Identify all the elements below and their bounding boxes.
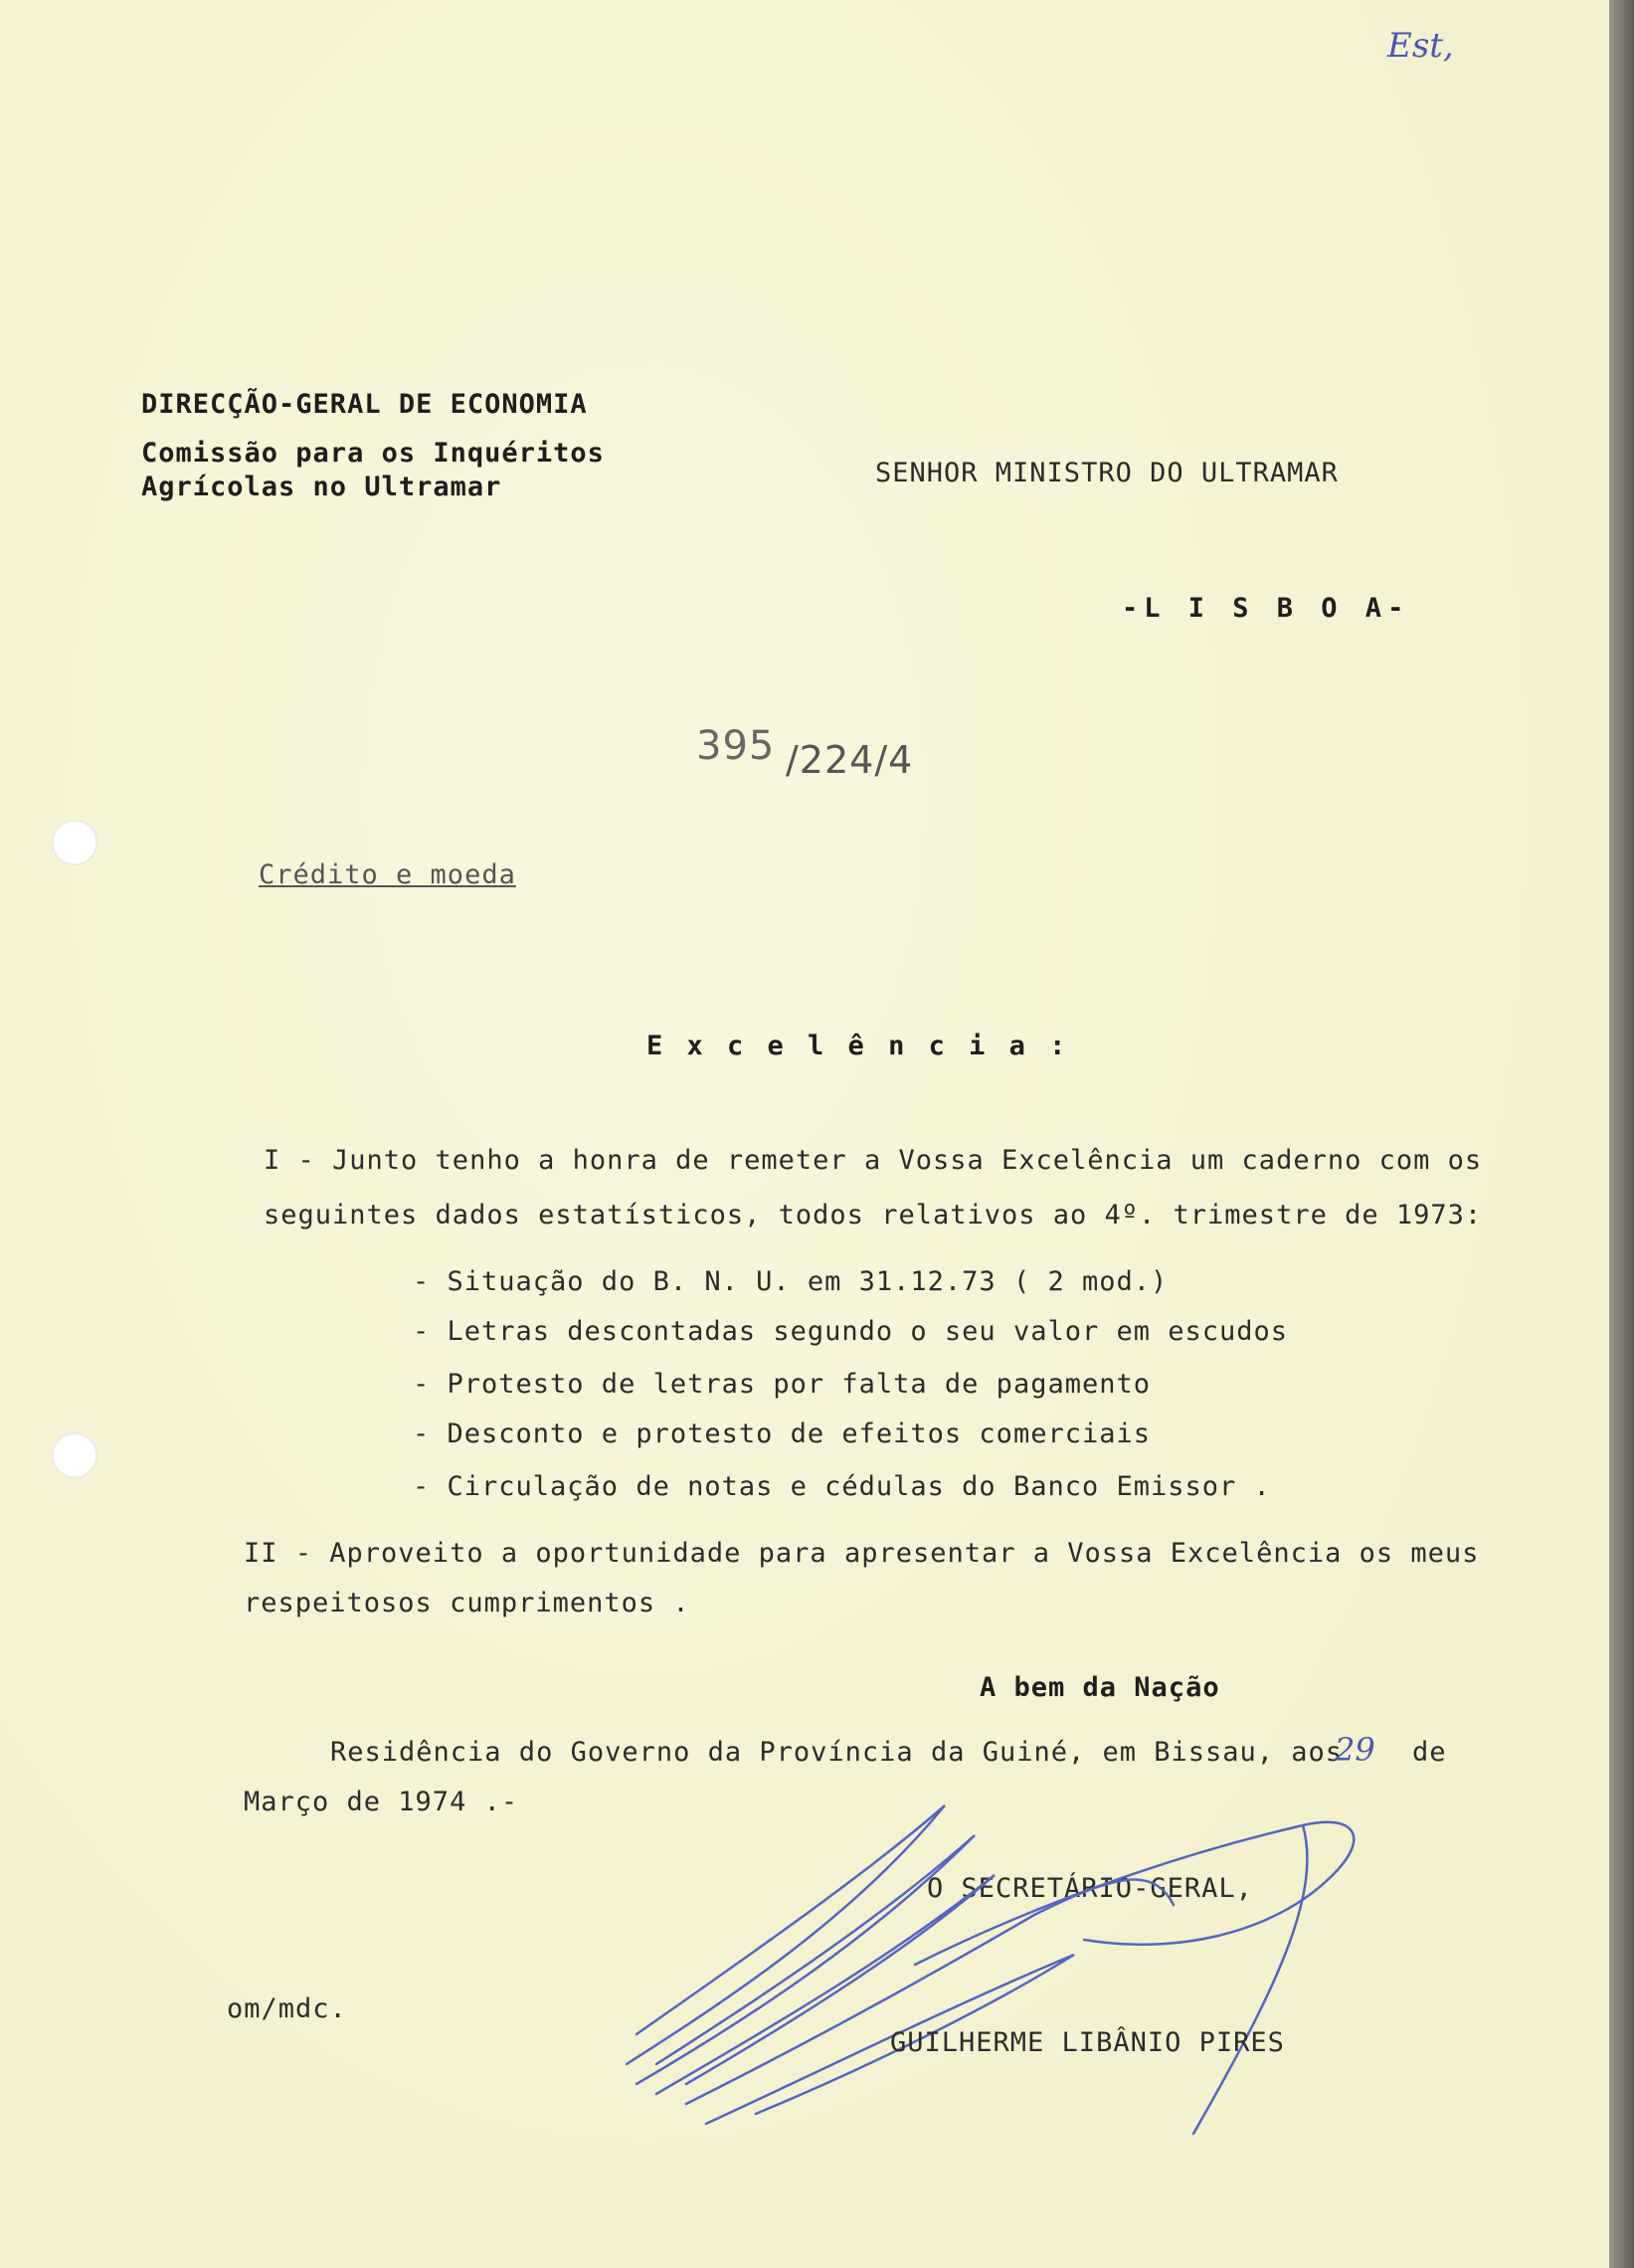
recipient-title: SENHOR MINISTRO DO ULTRAMAR — [875, 458, 1339, 488]
list-item: - Protesto de letras por falta de pagamento — [413, 1369, 1151, 1400]
sender-commission-line1: Comissão para os Inquéritos — [141, 438, 605, 469]
reference-number: /224/4 — [786, 738, 914, 782]
punch-hole-top — [52, 820, 97, 865]
handwritten-day: 29 — [1335, 1731, 1375, 1769]
list-item: - Letras descontadas segundo o seu valor em escudos — [413, 1316, 1289, 1347]
sender-department: DIRECÇÃO-GERAL DE ECONOMIA — [141, 389, 588, 420]
recipient-city: -L I S B O A- — [1122, 593, 1410, 624]
body-para1-line2: seguintes dados estatísticos, todos relativos ao 4º. trimestre de 1973: — [264, 1200, 1483, 1230]
body-para2-line2: respeitosos cumprimentos . — [244, 1588, 690, 1618]
signatory-name: GUILHERME LIBÂNIO PIRES — [890, 2027, 1285, 2058]
closing-motto: A bem da Nação — [980, 1672, 1220, 1703]
list-item: - Circulação de notas e cédulas do Banco Emissor . — [413, 1471, 1271, 1502]
page-edge-shadow — [1609, 0, 1634, 2268]
reference-stamp: 395 — [696, 723, 776, 769]
signature-role: O SECRETÁRIO-GERAL, — [927, 1873, 1253, 1904]
subject-line: Crédito e moeda — [259, 859, 516, 890]
list-item: - Desconto e protesto de efeitos comerciais — [413, 1418, 1151, 1449]
closing-date-line: Março de 1974 .- — [244, 1787, 519, 1817]
closing-place-line1-end: de — [1412, 1737, 1447, 1768]
list-item: - Situação do B. N. U. em 31.12.73 ( 2 mod.) — [413, 1266, 1169, 1297]
salutation: E x c e l ê n c i a : — [646, 1031, 1070, 1061]
handwritten-note: Est, — [1387, 26, 1454, 66]
punch-hole-bottom — [52, 1432, 97, 1478]
body-para2-line1: II - Aproveito a oportunidade para apresentar a Vossa Excelência os meus — [244, 1538, 1480, 1569]
closing-place-line1: Residência do Governo da Província da Guiné, em Bissau, aos — [330, 1737, 1344, 1768]
sender-commission-line2: Agrícolas no Ultramar — [141, 472, 502, 502]
typist-initials: om/mdc. — [227, 1993, 347, 2024]
body-para1-line1: I - Junto tenho a honra de remeter a Vossa Excelência um caderno com os — [264, 1145, 1483, 1176]
handwritten-signature — [617, 1766, 1492, 2144]
